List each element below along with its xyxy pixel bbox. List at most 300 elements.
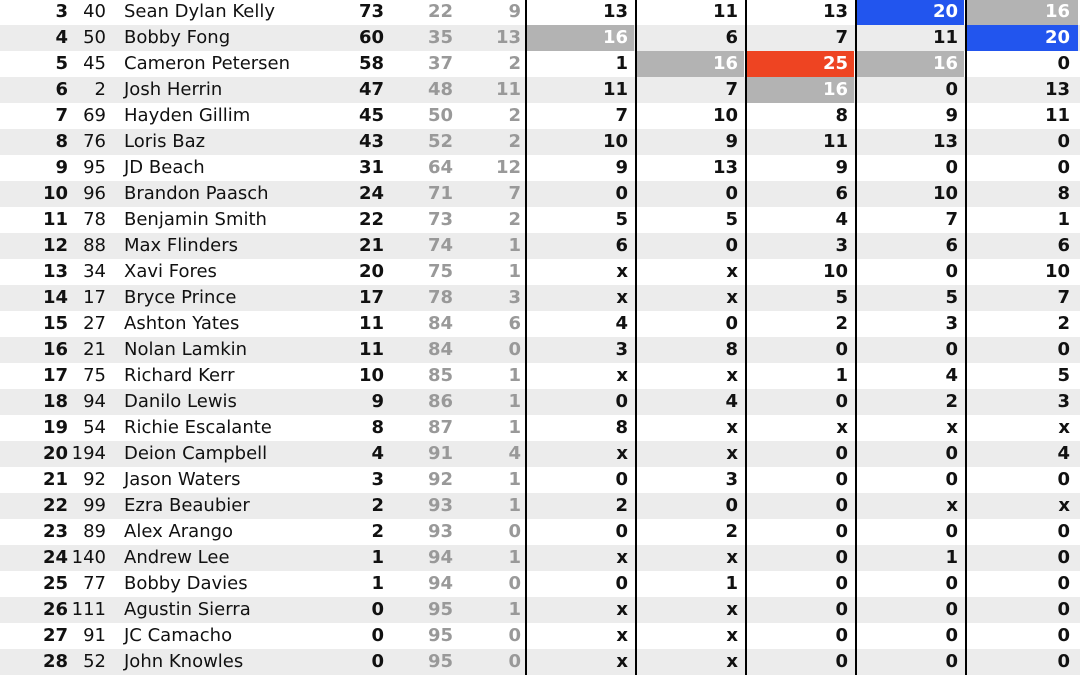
table-row	[0, 259, 1080, 285]
rider-number-cell: 75	[83, 365, 106, 386]
race-result-cell: x	[726, 651, 738, 672]
rider-number-cell: 95	[83, 157, 106, 178]
position-cell: 22	[42, 495, 68, 516]
race-result-cell: 6	[725, 27, 738, 48]
gap-to-next-cell: 1	[508, 391, 521, 412]
race-result-cell: 0	[1057, 547, 1070, 568]
table-row	[0, 389, 1080, 415]
race-result-cell: 9	[725, 131, 738, 152]
position-cell: 19	[42, 417, 68, 438]
race-result-cell: 20	[856, 0, 964, 25]
race-result-cell: 1	[615, 53, 628, 74]
race-result-cell: 0	[835, 625, 848, 646]
rider-number-cell: 69	[83, 105, 106, 126]
race-result-cell: 13	[602, 1, 628, 22]
gap-to-next-cell: 1	[508, 417, 521, 438]
position-cell: 5	[55, 53, 68, 74]
rider-name-cell: Ezra Beaubier	[124, 495, 250, 516]
race-result-cell: 0	[945, 625, 958, 646]
race-result-cell: 4	[615, 313, 628, 334]
race-result-cell: 10	[822, 261, 848, 282]
race-result-cell: 13	[712, 157, 738, 178]
points-cell: 20	[358, 261, 384, 282]
rider-name-cell: Andrew Lee	[124, 547, 230, 568]
rider-number-cell: 77	[83, 573, 106, 594]
gap-to-next-cell: 4	[508, 443, 521, 464]
race-result-cell: 0	[615, 391, 628, 412]
race-result-cell: 0	[835, 573, 848, 594]
points-cell: 2	[371, 521, 384, 542]
race-result-cell: 4	[1057, 443, 1070, 464]
gap-to-leader-cell: 95	[427, 599, 453, 620]
race-result-cell: 0	[945, 469, 958, 490]
race-result-cell: 0	[945, 157, 958, 178]
table-row	[0, 51, 1080, 77]
rider-name-cell: Loris Baz	[124, 131, 206, 152]
points-cell: 8	[371, 417, 384, 438]
rider-number-cell: 92	[83, 469, 106, 490]
gap-to-leader-cell: 71	[427, 183, 453, 204]
race-result-cell: 1	[725, 573, 738, 594]
rider-name-cell: Danilo Lewis	[124, 391, 237, 412]
gap-to-leader-cell: 95	[427, 651, 453, 672]
position-cell: 8	[55, 131, 68, 152]
rider-number-cell: 2	[94, 79, 106, 100]
race-result-cell: 11	[1044, 105, 1070, 126]
position-cell: 17	[42, 365, 68, 386]
race-result-cell: 0	[835, 495, 848, 516]
gap-to-next-cell: 0	[508, 339, 521, 360]
race-result-cell: 11	[932, 27, 958, 48]
rider-name-cell: JD Beach	[124, 157, 205, 178]
rider-number-cell: 27	[83, 313, 106, 334]
race-result-cell: x	[726, 547, 738, 568]
rider-number-cell: 140	[71, 547, 106, 568]
race-result-cell: 2	[615, 495, 628, 516]
position-cell: 26	[42, 599, 68, 620]
race-result-cell: x	[616, 547, 628, 568]
race-result-cell: x	[616, 261, 628, 282]
position-cell: 20	[42, 443, 68, 464]
gap-to-leader-cell: 48	[427, 79, 453, 100]
gap-to-leader-cell: 22	[427, 1, 453, 22]
race-result-cell: 10	[932, 183, 958, 204]
race-result-cell: 3	[945, 313, 958, 334]
table-row	[0, 25, 1080, 51]
race-result-cell: 5	[725, 209, 738, 230]
race-result-cell: 13	[932, 131, 958, 152]
race-result-cell: 0	[1057, 53, 1070, 74]
race-result-cell: 7	[725, 79, 738, 100]
table-row	[0, 649, 1080, 675]
table-row	[0, 103, 1080, 129]
rider-number-cell: 50	[83, 27, 106, 48]
rider-number-cell: 45	[83, 53, 106, 74]
race-result-cell: 9	[615, 157, 628, 178]
position-cell: 25	[42, 573, 68, 594]
points-cell: 21	[358, 235, 384, 256]
race-result-cell: 0	[1057, 521, 1070, 542]
race-result-cell: 0	[835, 599, 848, 620]
position-cell: 12	[42, 235, 68, 256]
race-result-cell: 8	[1057, 183, 1070, 204]
gap-to-leader-cell: 50	[427, 105, 453, 126]
points-cell: 9	[371, 391, 384, 412]
table-row	[0, 129, 1080, 155]
race-result-cell: x	[1058, 495, 1070, 516]
gap-to-next-cell: 9	[508, 1, 521, 22]
race-result-cell: 16	[966, 0, 1078, 25]
rider-number-cell: 21	[83, 339, 106, 360]
race-result-cell: 0	[945, 261, 958, 282]
race-result-cell: 16	[856, 51, 964, 77]
rider-name-cell: Bobby Fong	[124, 27, 231, 48]
race-result-cell: 20	[966, 25, 1078, 51]
rider-number-cell: 91	[83, 625, 106, 646]
race-result-cell: 16	[526, 25, 634, 51]
race-result-cell: 5	[835, 287, 848, 308]
gap-to-next-cell: 2	[508, 209, 521, 230]
race-result-cell: x	[616, 365, 628, 386]
points-cell: 60	[358, 27, 384, 48]
rider-name-cell: Bobby Davies	[124, 573, 248, 594]
race-result-cell: 7	[835, 27, 848, 48]
gap-to-leader-cell: 85	[427, 365, 453, 386]
race-result-cell: x	[616, 287, 628, 308]
rider-number-cell: 88	[83, 235, 106, 256]
rider-number-cell: 76	[83, 131, 106, 152]
gap-to-next-cell: 1	[508, 599, 521, 620]
race-result-cell: 0	[725, 235, 738, 256]
rider-name-cell: Richie Escalante	[124, 417, 272, 438]
position-cell: 10	[42, 183, 68, 204]
position-cell: 13	[42, 261, 68, 282]
race-result-cell: 0	[725, 495, 738, 516]
gap-to-leader-cell: 84	[427, 339, 453, 360]
rider-name-cell: JC Camacho	[124, 625, 233, 646]
race-result-cell: 25	[746, 51, 854, 77]
position-cell: 9	[55, 157, 68, 178]
rider-name-cell: Josh Herrin	[124, 79, 223, 100]
position-cell: 15	[42, 313, 68, 334]
race-result-cell: x	[1058, 417, 1070, 438]
race-result-cell: 16	[636, 51, 744, 77]
rider-number-cell: 17	[83, 287, 106, 308]
table-row	[0, 207, 1080, 233]
gap-to-next-cell: 1	[508, 235, 521, 256]
rider-name-cell: Brandon Paasch	[124, 183, 269, 204]
gap-to-next-cell: 1	[508, 547, 521, 568]
race-result-cell: 0	[615, 183, 628, 204]
race-result-cell: 0	[945, 573, 958, 594]
race-result-cell: x	[946, 417, 958, 438]
rider-number-cell: 89	[83, 521, 106, 542]
race-result-cell: 0	[835, 339, 848, 360]
position-cell: 27	[42, 625, 68, 646]
rider-name-cell: Jason Waters	[124, 469, 241, 490]
column-divider	[635, 0, 637, 675]
gap-to-next-cell: 1	[508, 495, 521, 516]
race-result-cell: 10	[602, 131, 628, 152]
points-cell: 10	[358, 365, 384, 386]
race-result-cell: 13	[1044, 79, 1070, 100]
race-result-cell: 0	[1057, 625, 1070, 646]
race-result-cell: 1	[835, 365, 848, 386]
table-row	[0, 285, 1080, 311]
race-result-cell: 0	[1057, 339, 1070, 360]
gap-to-leader-cell: 78	[427, 287, 453, 308]
race-result-cell: 8	[835, 105, 848, 126]
points-cell: 31	[358, 157, 384, 178]
position-cell: 24	[42, 547, 68, 568]
column-divider	[965, 0, 967, 675]
points-cell: 22	[358, 209, 384, 230]
gap-to-next-cell: 2	[508, 53, 521, 74]
gap-to-next-cell: 11	[495, 79, 521, 100]
points-cell: 11	[358, 313, 384, 334]
race-result-cell: 0	[835, 443, 848, 464]
gap-to-leader-cell: 37	[427, 53, 453, 74]
race-result-cell: 3	[725, 469, 738, 490]
gap-to-leader-cell: 35	[427, 27, 453, 48]
position-cell: 3	[55, 1, 68, 22]
rider-number-cell: 78	[83, 209, 106, 230]
rider-number-cell: 34	[83, 261, 106, 282]
gap-to-next-cell: 0	[508, 573, 521, 594]
position-cell: 14	[42, 287, 68, 308]
race-result-cell: 6	[615, 235, 628, 256]
race-result-cell: 0	[615, 521, 628, 542]
rider-number-cell: 54	[83, 417, 106, 438]
race-result-cell: 0	[945, 651, 958, 672]
points-cell: 11	[358, 339, 384, 360]
race-result-cell: 3	[1057, 391, 1070, 412]
race-result-cell: 2	[835, 313, 848, 334]
rider-name-cell: Nolan Lamkin	[124, 339, 248, 360]
gap-to-leader-cell: 91	[427, 443, 453, 464]
gap-to-next-cell: 1	[508, 469, 521, 490]
table-row	[0, 77, 1080, 103]
rider-name-cell: Max Flinders	[124, 235, 238, 256]
race-result-cell: 4	[725, 391, 738, 412]
rider-name-cell: John Knowles	[124, 651, 244, 672]
rider-name-cell: Ashton Yates	[124, 313, 240, 334]
gap-to-leader-cell: 84	[427, 313, 453, 334]
race-result-cell: 11	[712, 1, 738, 22]
table-row	[0, 233, 1080, 259]
rider-name-cell: Sean Dylan Kelly	[124, 1, 275, 22]
race-result-cell: x	[726, 417, 738, 438]
rider-name-cell: Deion Campbell	[124, 443, 268, 464]
race-result-cell: x	[726, 443, 738, 464]
race-result-cell: 0	[1057, 599, 1070, 620]
position-cell: 11	[42, 209, 68, 230]
race-result-cell: x	[946, 495, 958, 516]
rider-number-cell: 52	[83, 651, 106, 672]
race-result-cell: 0	[1057, 469, 1070, 490]
points-cell: 0	[371, 625, 384, 646]
gap-to-next-cell: 7	[508, 183, 521, 204]
gap-to-leader-cell: 94	[427, 573, 453, 594]
gap-to-leader-cell: 64	[427, 157, 453, 178]
position-cell: 18	[42, 391, 68, 412]
race-result-cell: 0	[725, 183, 738, 204]
gap-to-next-cell: 0	[508, 521, 521, 542]
gap-to-leader-cell: 95	[427, 625, 453, 646]
points-cell: 43	[358, 131, 384, 152]
table-row	[0, 311, 1080, 337]
points-cell: 0	[371, 599, 384, 620]
position-cell: 28	[42, 651, 68, 672]
table-row	[0, 363, 1080, 389]
rider-name-cell: Bryce Prince	[124, 287, 237, 308]
table-row	[0, 415, 1080, 441]
table-row	[0, 181, 1080, 207]
race-result-cell: 10	[1044, 261, 1070, 282]
race-result-cell: 5	[1057, 365, 1070, 386]
position-cell: 4	[55, 27, 68, 48]
points-cell: 3	[371, 469, 384, 490]
rider-number-cell: 99	[83, 495, 106, 516]
race-result-cell: 9	[835, 157, 848, 178]
points-cell: 2	[371, 495, 384, 516]
race-result-cell: 0	[945, 599, 958, 620]
race-result-cell: 7	[1057, 287, 1070, 308]
rider-name-cell: Benjamin Smith	[124, 209, 267, 230]
column-divider	[745, 0, 747, 675]
rider-number-cell: 194	[71, 443, 106, 464]
gap-to-leader-cell: 92	[427, 469, 453, 490]
race-result-cell: 6	[1057, 235, 1070, 256]
race-result-cell: 0	[835, 651, 848, 672]
rider-number-cell: 96	[83, 183, 106, 204]
points-cell: 17	[358, 287, 384, 308]
points-cell: 1	[371, 547, 384, 568]
gap-to-leader-cell: 93	[427, 495, 453, 516]
position-cell: 6	[55, 79, 68, 100]
table-row	[0, 0, 1080, 25]
race-result-cell: 11	[602, 79, 628, 100]
position-cell: 16	[42, 339, 68, 360]
race-result-cell: x	[726, 599, 738, 620]
race-result-cell: x	[616, 651, 628, 672]
gap-to-next-cell: 3	[508, 287, 521, 308]
gap-to-leader-cell: 52	[427, 131, 453, 152]
gap-to-next-cell: 1	[508, 261, 521, 282]
race-result-cell: x	[726, 365, 738, 386]
position-cell: 23	[42, 521, 68, 542]
race-result-cell: 0	[1057, 573, 1070, 594]
table-row	[0, 467, 1080, 493]
gap-to-leader-cell: 74	[427, 235, 453, 256]
gap-to-leader-cell: 73	[427, 209, 453, 230]
column-divider	[855, 0, 857, 675]
race-result-cell: 6	[945, 235, 958, 256]
points-cell: 1	[371, 573, 384, 594]
race-result-cell: 0	[945, 521, 958, 542]
race-result-cell: 3	[615, 339, 628, 360]
gap-to-next-cell: 0	[508, 651, 521, 672]
table-row	[0, 519, 1080, 545]
table-row	[0, 597, 1080, 623]
points-cell: 4	[371, 443, 384, 464]
gap-to-leader-cell: 87	[427, 417, 453, 438]
rider-name-cell: Agustin Sierra	[124, 599, 251, 620]
race-result-cell: 7	[615, 105, 628, 126]
race-result-cell: 5	[945, 287, 958, 308]
race-result-cell: 0	[725, 313, 738, 334]
position-cell: 21	[42, 469, 68, 490]
rider-name-cell: Richard Kerr	[124, 365, 235, 386]
table-row	[0, 623, 1080, 649]
race-result-cell: x	[616, 625, 628, 646]
table-row	[0, 155, 1080, 181]
gap-to-leader-cell: 86	[427, 391, 453, 412]
gap-to-next-cell: 6	[508, 313, 521, 334]
table-row	[0, 337, 1080, 363]
race-result-cell: 4	[945, 365, 958, 386]
rider-name-cell: Cameron Petersen	[124, 53, 291, 74]
race-result-cell: 2	[725, 521, 738, 542]
race-result-cell: 2	[1057, 313, 1070, 334]
position-cell: 7	[55, 105, 68, 126]
race-result-cell: 4	[835, 209, 848, 230]
gap-to-next-cell: 0	[508, 625, 521, 646]
race-result-cell: x	[726, 625, 738, 646]
race-result-cell: 0	[1057, 131, 1070, 152]
table-row	[0, 571, 1080, 597]
race-result-cell: 9	[945, 105, 958, 126]
gap-to-next-cell: 13	[495, 27, 521, 48]
race-result-cell: 2	[945, 391, 958, 412]
points-cell: 73	[358, 1, 384, 22]
rider-number-cell: 111	[71, 599, 106, 620]
race-result-cell: 13	[822, 1, 848, 22]
race-result-cell: x	[726, 287, 738, 308]
race-result-cell: 0	[835, 469, 848, 490]
rider-name-cell: Xavi Fores	[124, 261, 217, 282]
race-result-cell: 16	[746, 77, 854, 103]
race-result-cell: 1	[945, 547, 958, 568]
points-cell: 45	[358, 105, 384, 126]
race-result-cell: x	[616, 443, 628, 464]
points-cell: 0	[371, 651, 384, 672]
race-result-cell: 0	[615, 573, 628, 594]
race-result-cell: 0	[945, 339, 958, 360]
race-result-cell: x	[836, 417, 848, 438]
gap-to-next-cell: 2	[508, 131, 521, 152]
race-result-cell: 8	[725, 339, 738, 360]
race-result-cell: 11	[822, 131, 848, 152]
race-result-cell: 0	[945, 443, 958, 464]
race-result-cell: 0	[615, 469, 628, 490]
rider-number-cell: 40	[83, 1, 106, 22]
race-result-cell: 8	[615, 417, 628, 438]
race-result-cell: 0	[835, 547, 848, 568]
gap-to-leader-cell: 75	[427, 261, 453, 282]
points-cell: 47	[358, 79, 384, 100]
race-result-cell: 0	[835, 391, 848, 412]
gap-to-next-cell: 2	[508, 105, 521, 126]
table-row	[0, 493, 1080, 519]
race-result-cell: 0	[1057, 157, 1070, 178]
race-result-cell: 0	[1057, 651, 1070, 672]
race-result-cell: x	[726, 261, 738, 282]
points-cell: 24	[358, 183, 384, 204]
race-result-cell: 5	[615, 209, 628, 230]
gap-to-next-cell: 12	[495, 157, 521, 178]
gap-to-next-cell: 1	[508, 365, 521, 386]
